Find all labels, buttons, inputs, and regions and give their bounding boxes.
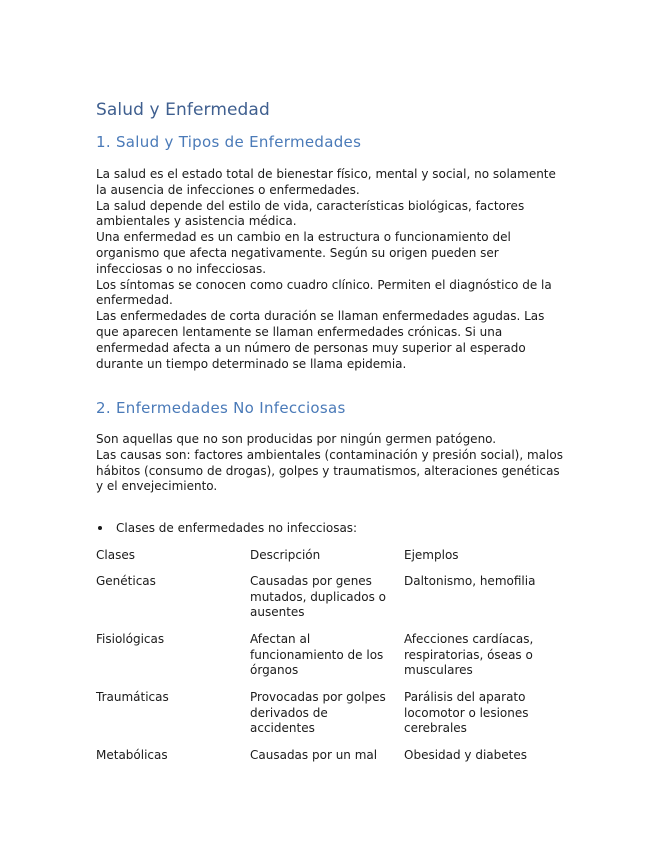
cell-line: Daltonismo, hemofilia [404,574,536,588]
section-2-heading: 2. Enfermedades No Infecciosas [96,399,346,417]
cell-line: Obesidad y diabetes [404,748,527,762]
table-header-cell: Descripción [250,548,321,562]
paragraph-line: infecciosas o no infecciosas. [96,261,267,276]
table-cell-descripcion [250,574,390,621]
paragraph-line: hábitos (consumo de drogas), golpes y traumatismos, alteraciones genéticas [96,463,560,478]
table-row [96,690,566,748]
cell-line: órganos [250,663,299,678]
table-cell-descripcion [250,748,390,764]
cell-line: ausentes [250,605,305,620]
cell-line: respiratorias, óseas o [404,647,533,662]
paragraph-line: Las enfermedades de corta duración se llaman enfermedades agudas. Las [96,309,545,324]
table-cell-clase: Metabólicas [96,748,168,762]
cell-line: Causadas por genes [250,574,372,588]
cell-line: Provocadas por golpes [250,690,386,704]
paragraph-line: enfermedad. [96,293,173,308]
paragraph-line: Los síntomas se conocen como cuadro clínico. Permiten el diagnóstico de la [96,277,552,292]
section-2-paragraph [96,432,566,495]
cell-line: derivados de [250,705,328,720]
classes-table [96,548,566,768]
table-header-cell: Clases [96,548,135,562]
cell-line: mutados, duplicados o [250,589,387,604]
section-1-paragraph [96,167,566,372]
document-title: Salud y Enfermedad [96,100,270,120]
section-1-heading: 1. Salud y Tipos de Enfermedades [96,133,362,151]
cell-line: Parálisis del aparato [404,690,526,704]
table-row [96,632,566,690]
paragraph-line: Las causas son: factores ambientales (contaminación y presión social), malos [96,447,563,462]
paragraph-line: la ausencia de infecciones o enfermedades. [96,182,360,197]
table-row [96,748,566,768]
table-cell-ejemplos [404,748,564,764]
cell-line: musculares [404,663,473,678]
paragraph-line: La salud depende del estilo de vida, características biológicas, factores [96,198,525,213]
table-row [96,574,566,632]
table-cell-ejemplos [404,632,564,679]
paragraph-line: ambientales y asistencia médica. [96,214,297,229]
cell-line: funcionamiento de los [250,647,384,662]
paragraph-line: enfermedad afecta a un número de personas muy superior al esperado [96,340,526,355]
table-cell-clase: Genéticas [96,574,156,588]
cell-line: accidentes [250,721,315,736]
cell-line: Causadas por un mal [250,748,378,762]
table-header-cell: Ejemplos [404,548,459,562]
table-cell-descripcion [250,632,390,679]
table-cell-clase: Fisiológicas [96,632,165,646]
paragraph-line: organismo que afecta negativamente. Según su origen pueden ser [96,245,499,260]
table-cell-clase: Traumáticas [96,690,169,704]
cell-line: cerebrales [404,721,467,736]
table-cell-ejemplos [404,690,564,737]
paragraph-line: durante un tiempo determinado se llama epidemia. [96,356,407,371]
paragraph-line: Son aquellas que no son producidas por ningún germen patógeno. [96,432,497,446]
cell-line: Afecciones cardíacas, [404,632,534,646]
table-cell-descripcion [250,690,390,737]
paragraph-line: Una enfermedad es un cambio en la estructura o funcionamiento del [96,230,511,245]
table-cell-ejemplos [404,574,564,590]
bullet-dot-icon [98,526,102,530]
table-header-row [96,548,566,574]
paragraph-line: que aparecen lentamente se llaman enfermedades crónicas. Si una [96,324,503,339]
cell-line: locomotor o lesiones [404,705,529,720]
paragraph-line: La salud es el estado total de bienestar físico, mental y social, no solamente [96,167,556,181]
cell-line: Afectan al [250,632,311,646]
bullet-text: Clases de enfermedades no infecciosas: [116,521,358,535]
paragraph-line: y el envejecimiento. [96,479,218,494]
